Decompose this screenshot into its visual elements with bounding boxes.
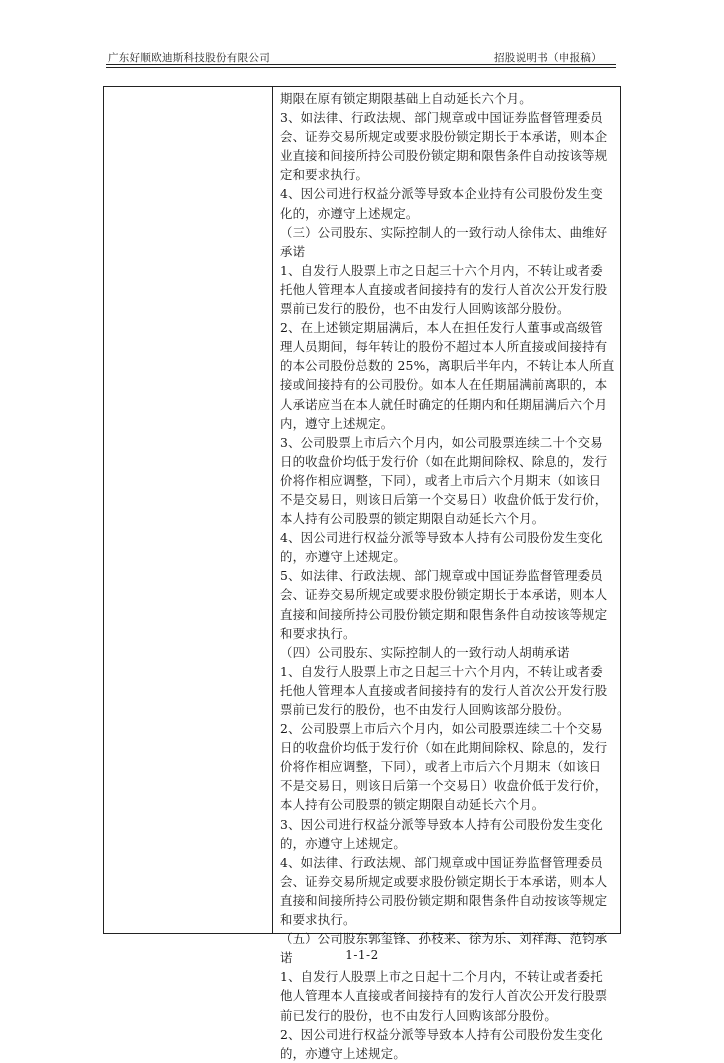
text-line: 人承诺应当在本人就任时确定的任期内和任期届满后六个月 [280,396,608,412]
text-line: 4、因公司进行权益分派等导致本人持有公司股份发生变化 [280,530,603,546]
text-line: 2、公司股票上市后六个月内，如公司股票连续二十个交易 [280,721,603,737]
text-line: 不是交易日，则该日后第一个交易日）收盘价低于发行价， [280,491,608,507]
text-line: 定和要求执行。 [280,167,369,183]
text-line: 的，亦遵守上述规定。 [280,1045,406,1061]
text-line: 托他人管理本人直接或者间接持有的发行人首次公开发行股 [280,281,608,297]
text-line: 和要求执行。 [280,912,356,928]
text-line: 价将作相应调整，下同），或者上市后六个月期末（如该日 [280,472,602,488]
text-line: 日的收盘价均低于发行价（如在此期间除权、除息的，发行 [280,453,608,469]
text-line: 4、如法律、行政法规、部门规章或中国证券监督管理委员 [280,854,603,870]
text-line: 内，遵守上述规定。 [280,415,394,431]
text-line: 3、因公司进行权益分派等导致本人持有公司股份发生变化 [280,816,603,832]
text-line: 他人管理本人直接或者间接持有的发行人首次公开发行股票 [280,988,608,1004]
text-line: 1、自发行人股票上市之日起三十六个月内，不转让或者委 [280,663,603,679]
text-line: 和要求执行。 [280,625,356,641]
text-line: 1、自发行人股票上市之日起十二个月内，不转让或者委托 [280,969,603,985]
text-line: 理人员期间，每年转让的股份不超过本人所直接或间接持有 [280,339,608,355]
text-line: 日的收盘价均低于发行价（如在此期间除权、除息的，发行 [280,740,608,756]
text-line: 票前已发行的股份，也不由发行人回购该部分股份。 [280,702,570,717]
text-line: 2、因公司进行权益分派等导致本人持有公司股份发生变化 [280,1026,603,1042]
text-line: 3、如法律、行政法规、部门规章或中国证券监督管理委员 [280,110,603,126]
text-line: 的，亦遵守上述规定。 [280,549,406,565]
text-line: 接或间接持有的公司股份。如本人在任期届满前离职的，本 [280,377,608,393]
text-line: 4、因公司进行权益分派等导致本企业持有公司股份发生变 [280,186,603,202]
header-document-title: 招股说明书（申报稿） [494,52,602,64]
text-line: 直接和间接所持公司股份锁定期和限售条件自动按该等规定 [280,892,608,908]
text-line: 直接和间接所持公司股份锁定期和限售条件自动按该等规定 [280,606,608,622]
text-line: 的，亦遵守上述规定。 [280,835,406,851]
text-line: 化的，亦遵守上述规定。 [280,205,419,221]
text-line: 承诺 [280,243,306,259]
text-line: （五）公司股东郭玺锋、孙枝来、徐为乐、刘祥海、范钧承 [280,931,608,947]
page-number: 1-1-2 [345,948,379,962]
text-line: 前已发行的股份，也不由发行人回购该部分股份。 [280,1007,557,1023]
text-line: 会、证券交易所规定或要求股份锁定期长于本承诺，则本企 [280,129,608,145]
text-line: 业直接和间接所持公司股份锁定期和限售条件自动按该等规 [280,148,608,164]
text-line: 会、证券交易所规定或要求股份锁定期长于本承诺，则本人 [280,873,608,889]
text-line: 期限在原有锁定期限基础上自动延长六个月。 [280,91,532,106]
text-line: 票前已发行的股份，也不由发行人回购该部分股份。 [280,301,570,317]
text-line: 3、公司股票上市后六个月内，如公司股票连续二十个交易 [280,434,603,450]
header-rule [106,64,616,65]
header-company-name: 广东好顺欧迪斯科技股份有限公司 [108,52,270,64]
text-line: 2、在上述锁定期届满后，本人在担任发行人董事或高级管 [280,320,603,336]
text-line: 托他人管理本人直接或者间接持有的发行人首次公开发行股 [280,682,608,698]
text-line: 本人持有公司股票的锁定期限自动延长六个月。 [280,511,545,527]
text-line: （三）公司股东、实际控制人的一致行动人徐伟太、曲维好 [280,224,608,240]
text-line: 价将作相应调整，下同），或者上市后六个月期末（如该日 [280,759,602,775]
text-line: 的本公司股份总数的 25%，离职后半年内，不转让本人所直 [280,358,615,374]
text-line: （四）公司股东、实际控制人的一致行动人胡萌承诺 [280,644,570,660]
table-column-divider [272,87,273,933]
text-line: 1、自发行人股票上市之日起三十六个月内，不转让或者委 [280,262,603,278]
text-line: 不是交易日，则该日后第一个交易日）收盘价低于发行价， [280,778,608,794]
text-line: 本人持有公司股票的锁定期限自动延长六个月。 [280,797,545,813]
text-line: 5、如法律、行政法规、部门规章或中国证券监督管理委员 [280,568,603,584]
header-rule-double [106,67,616,68]
table-body-text [280,89,616,1063]
text-line: 诺 [280,950,293,966]
text-line: 会、证券交易所规定或要求股份锁定期长于本承诺，则本人 [280,587,608,603]
